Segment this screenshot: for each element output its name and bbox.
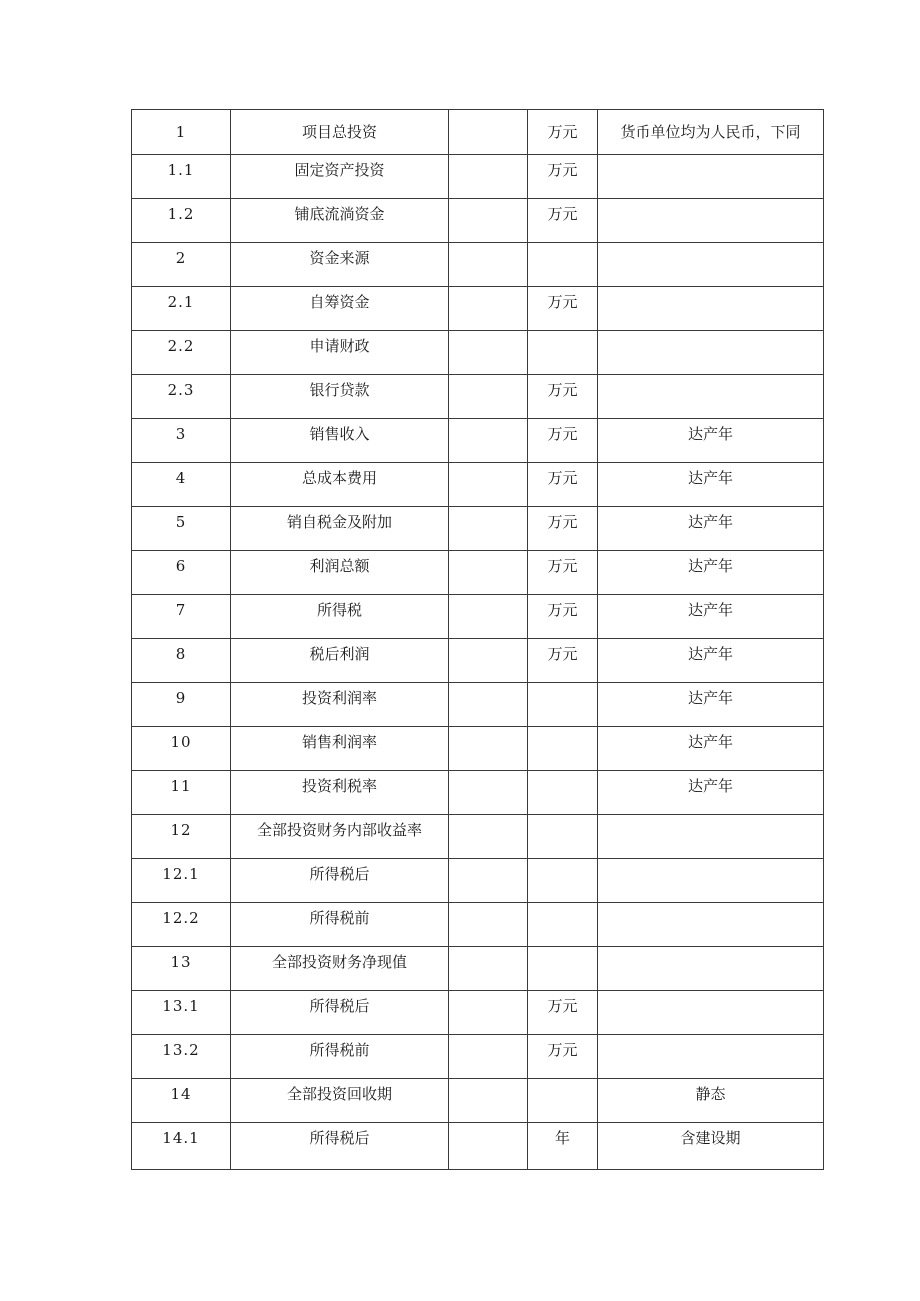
table-row [132, 947, 824, 991]
unit-cell [528, 683, 598, 727]
note-cell [598, 859, 824, 903]
value-cell [449, 771, 528, 815]
note-cell: 达产年 [598, 419, 824, 463]
item-name-cell: 总成本费用 [231, 463, 449, 507]
item-name-cell: 全部投资财务内部收益率 [231, 815, 449, 859]
value-cell [449, 243, 528, 287]
value-cell [449, 1035, 528, 1079]
value-cell [449, 331, 528, 375]
item-name-cell: 销售收入 [231, 419, 449, 463]
value-cell [449, 991, 528, 1035]
table-row [132, 463, 824, 507]
row-number-cell: 11 [132, 771, 231, 815]
item-name-cell: 投资利润率 [231, 683, 449, 727]
row-number-cell: 6 [132, 551, 231, 595]
table-row [132, 683, 824, 727]
table-row [132, 243, 824, 287]
row-number-cell: 14 [132, 1079, 231, 1123]
value-cell [449, 507, 528, 551]
table-row [132, 815, 824, 859]
item-name-cell: 所得税后 [231, 1123, 449, 1170]
item-name-cell: 所得税后 [231, 859, 449, 903]
row-number-cell: 12 [132, 815, 231, 859]
row-number-cell: 2.1 [132, 287, 231, 331]
table-row [132, 1035, 824, 1079]
item-name-cell: 所得税 [231, 595, 449, 639]
note-cell [598, 243, 824, 287]
unit-cell: 万元 [528, 199, 598, 243]
table-row [132, 419, 824, 463]
row-number-cell: 3 [132, 419, 231, 463]
value-cell [449, 419, 528, 463]
row-number-cell: 10 [132, 727, 231, 771]
row-number-cell: 2.2 [132, 331, 231, 375]
note-cell: 货币单位均为人民币，下同 [598, 110, 824, 155]
table-row [132, 903, 824, 947]
row-number-cell: 5 [132, 507, 231, 551]
table-row [132, 1079, 824, 1123]
unit-cell [528, 1079, 598, 1123]
row-number-cell: 12.1 [132, 859, 231, 903]
value-cell [449, 1123, 528, 1170]
unit-cell: 万元 [528, 991, 598, 1035]
item-name-cell: 铺底流淌资金 [231, 199, 449, 243]
item-name-cell: 所得税后 [231, 991, 449, 1035]
row-number-cell: 8 [132, 639, 231, 683]
table-row [132, 507, 824, 551]
note-cell [598, 903, 824, 947]
value-cell [449, 815, 528, 859]
table-row [132, 595, 824, 639]
unit-cell: 万元 [528, 110, 598, 155]
unit-cell: 万元 [528, 463, 598, 507]
table-row [132, 375, 824, 419]
item-name-cell: 项目总投资 [231, 110, 449, 155]
value-cell [449, 639, 528, 683]
table-row [132, 551, 824, 595]
table-row [132, 639, 824, 683]
value-cell [449, 155, 528, 199]
row-number-cell: 2 [132, 243, 231, 287]
note-cell [598, 287, 824, 331]
row-number-cell: 13.2 [132, 1035, 231, 1079]
unit-cell [528, 331, 598, 375]
note-cell [598, 1035, 824, 1079]
item-name-cell: 资金来源 [231, 243, 449, 287]
table-row [132, 110, 824, 155]
note-cell [598, 199, 824, 243]
value-cell [449, 375, 528, 419]
item-name-cell: 税后利润 [231, 639, 449, 683]
value-cell [449, 110, 528, 155]
table-row [132, 155, 824, 199]
unit-cell: 万元 [528, 287, 598, 331]
item-name-cell: 自筹资金 [231, 287, 449, 331]
table-row [132, 771, 824, 815]
value-cell [449, 859, 528, 903]
unit-cell [528, 947, 598, 991]
note-cell [598, 155, 824, 199]
value-cell [449, 947, 528, 991]
note-cell: 静态 [598, 1079, 824, 1123]
unit-cell: 万元 [528, 639, 598, 683]
table-row [132, 1123, 824, 1170]
row-number-cell: 2.3 [132, 375, 231, 419]
note-cell [598, 331, 824, 375]
unit-cell: 万元 [528, 507, 598, 551]
note-cell: 达产年 [598, 683, 824, 727]
note-cell [598, 375, 824, 419]
indicator-table-body [132, 110, 824, 1170]
unit-cell [528, 771, 598, 815]
item-name-cell: 银行贷款 [231, 375, 449, 419]
row-number-cell: 13.1 [132, 991, 231, 1035]
table-row [132, 727, 824, 771]
value-cell [449, 595, 528, 639]
row-number-cell: 12.2 [132, 903, 231, 947]
note-cell [598, 947, 824, 991]
item-name-cell: 固定资产投资 [231, 155, 449, 199]
item-name-cell: 销自税金及附加 [231, 507, 449, 551]
note-cell: 达产年 [598, 595, 824, 639]
unit-cell: 年 [528, 1123, 598, 1170]
row-number-cell: 1.1 [132, 155, 231, 199]
unit-cell: 万元 [528, 1035, 598, 1079]
value-cell [449, 903, 528, 947]
value-cell [449, 683, 528, 727]
value-cell [449, 727, 528, 771]
row-number-cell: 1.2 [132, 199, 231, 243]
value-cell [449, 199, 528, 243]
unit-cell [528, 859, 598, 903]
item-name-cell: 利润总额 [231, 551, 449, 595]
table-row [132, 287, 824, 331]
item-name-cell: 全部投资财务净现值 [231, 947, 449, 991]
table-row [132, 859, 824, 903]
unit-cell: 万元 [528, 375, 598, 419]
row-number-cell: 9 [132, 683, 231, 727]
table-row [132, 331, 824, 375]
value-cell [449, 551, 528, 595]
unit-cell [528, 243, 598, 287]
table-row [132, 991, 824, 1035]
item-name-cell: 所得税前 [231, 903, 449, 947]
note-cell [598, 991, 824, 1035]
note-cell: 达产年 [598, 727, 824, 771]
note-cell: 达产年 [598, 463, 824, 507]
row-number-cell: 13 [132, 947, 231, 991]
unit-cell: 万元 [528, 419, 598, 463]
table-row [132, 199, 824, 243]
unit-cell: 万元 [528, 595, 598, 639]
item-name-cell: 销售利润率 [231, 727, 449, 771]
unit-cell: 万元 [528, 551, 598, 595]
row-number-cell: 1 [132, 110, 231, 155]
value-cell [449, 1079, 528, 1123]
unit-cell [528, 903, 598, 947]
note-cell [598, 815, 824, 859]
row-number-cell: 7 [132, 595, 231, 639]
note-cell: 达产年 [598, 551, 824, 595]
item-name-cell: 全部投资回收期 [231, 1079, 449, 1123]
value-cell [449, 287, 528, 331]
item-name-cell: 所得税前 [231, 1035, 449, 1079]
note-cell: 达产年 [598, 507, 824, 551]
row-number-cell: 14.1 [132, 1123, 231, 1170]
note-cell: 达产年 [598, 771, 824, 815]
indicator-table [131, 109, 824, 1170]
unit-cell: 万元 [528, 155, 598, 199]
note-cell: 含建设期 [598, 1123, 824, 1170]
row-number-cell: 4 [132, 463, 231, 507]
value-cell [449, 463, 528, 507]
unit-cell [528, 727, 598, 771]
note-cell: 达产年 [598, 639, 824, 683]
item-name-cell: 投资利税率 [231, 771, 449, 815]
unit-cell [528, 815, 598, 859]
item-name-cell: 申请财政 [231, 331, 449, 375]
